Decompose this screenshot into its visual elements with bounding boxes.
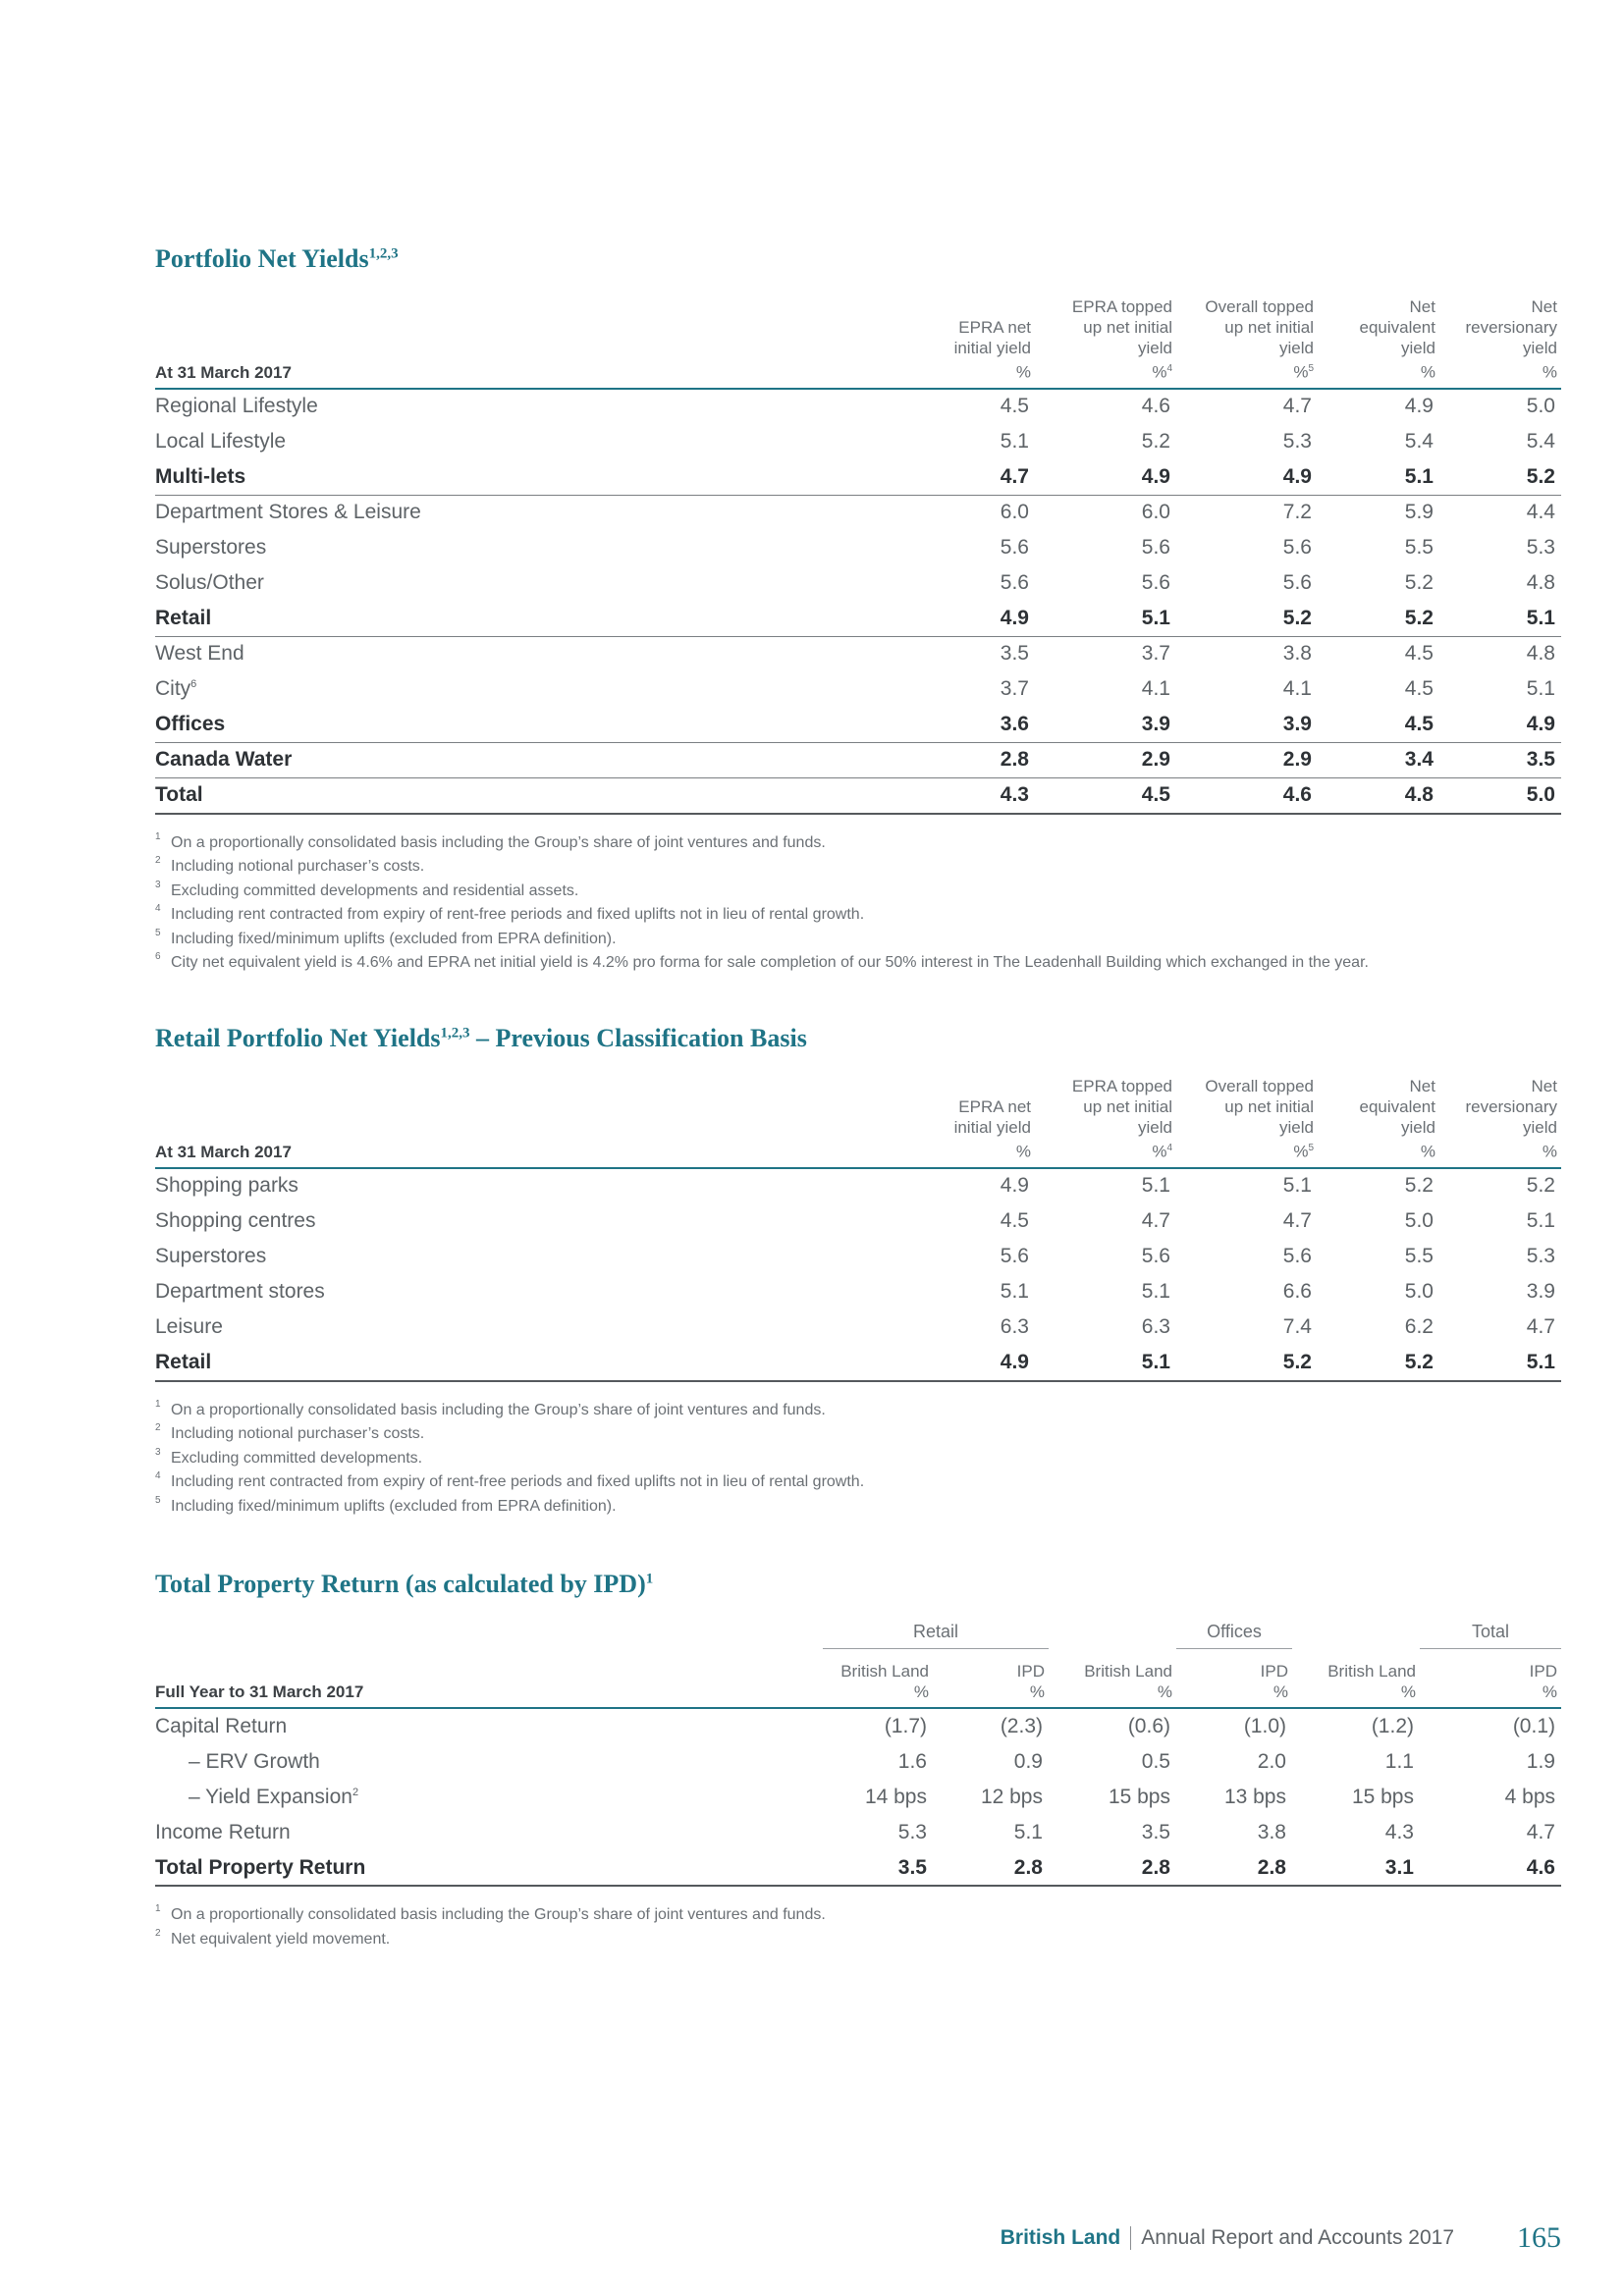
table-cell: 5.4 xyxy=(1526,430,1555,454)
table-cell: (0.6) xyxy=(1127,1714,1170,1737)
portfolio-net-yields-table xyxy=(155,296,1561,815)
table-row xyxy=(155,707,1561,742)
table-cell: 1.1 xyxy=(1384,1749,1414,1773)
table-cell: 4.6 xyxy=(1176,777,1318,814)
column-header: Net equivalent yield % xyxy=(1318,296,1439,389)
table-cell: 4.8 xyxy=(1526,642,1555,666)
table-cell: 3.8 xyxy=(1257,1820,1286,1843)
table-cell: 4.7 xyxy=(1141,1209,1170,1233)
footnote: 4 Including rent contracted from expiry of rent-free periods and fixed uplifts not in lieu of rental growth. xyxy=(155,903,865,924)
table-header-row xyxy=(155,1649,1561,1709)
retail-net-yields-table xyxy=(155,1076,1561,1382)
table-row xyxy=(155,742,1561,777)
table-cell: 5.6 xyxy=(1282,536,1312,560)
table-row xyxy=(155,601,1561,636)
table-cell: 4.3 xyxy=(893,777,1035,814)
table-row xyxy=(155,671,1561,707)
table-cell: 2.9 xyxy=(1176,742,1318,777)
table-cell: 4.9 xyxy=(893,1345,1035,1381)
table-row xyxy=(155,1345,1561,1381)
table-cell: 4.5 xyxy=(1035,777,1176,814)
table-cell: 5.6 xyxy=(1000,1245,1029,1268)
table-cell: (1.0) xyxy=(1243,1714,1286,1737)
table-cell: 5.3 xyxy=(1282,430,1312,454)
table-cell: 5.2 xyxy=(1176,601,1318,636)
table-cell: 3.5 xyxy=(1000,642,1029,666)
row-header: Full Year to 31 March 2017 xyxy=(155,1649,823,1709)
table-cell: 5.3 xyxy=(1526,1245,1555,1268)
table-cell: 5.1 xyxy=(1439,1345,1561,1381)
table-row xyxy=(155,530,1561,565)
column-header: EPRA net initial yield % xyxy=(893,296,1035,389)
table-cell: 5.1 xyxy=(1141,1174,1170,1198)
table-cell: 3.9 xyxy=(1035,707,1176,742)
table-cell: 5.2 xyxy=(1526,1174,1555,1198)
row-label: Retail xyxy=(155,1345,893,1381)
column-header: Net reversionary yield % xyxy=(1439,296,1561,389)
table-row xyxy=(155,1309,1561,1345)
footnotes xyxy=(155,831,1561,976)
table-cell: 6.6 xyxy=(1282,1280,1312,1304)
column-header: IPD % xyxy=(1420,1649,1561,1709)
column-header: Overall topped up net initial yield %$^5$ xyxy=(1176,1076,1318,1168)
total-property-return-table xyxy=(155,1622,1561,1887)
table-cell: 5.6 xyxy=(1000,536,1029,560)
table-cell: 14 bps xyxy=(864,1785,927,1808)
table-cell: 4.7 xyxy=(1526,1820,1555,1843)
table-cell: 5.2 xyxy=(1318,1345,1439,1381)
table-cell: 7.4 xyxy=(1282,1315,1312,1339)
footnote: 2 Including notional purchaser’s costs. xyxy=(155,855,425,876)
table-cell: 4 bps xyxy=(1504,1785,1555,1808)
table-cell: 4.3 xyxy=(1384,1820,1414,1843)
table-cell: 4.5 xyxy=(1000,1209,1029,1233)
row-label: Superstores xyxy=(155,1245,267,1268)
column-header: EPRA topped up net initial yield %$^4$ xyxy=(1035,296,1176,389)
table-cell: 5.2 xyxy=(1141,430,1170,454)
table-row xyxy=(155,1744,1561,1780)
table-cell: 3.8 xyxy=(1282,642,1312,666)
table-row xyxy=(155,1815,1561,1850)
brand-name: British Land xyxy=(1000,2226,1121,2249)
row-label: – ERV Growth xyxy=(189,1749,320,1773)
table-cell: 2.8 xyxy=(893,742,1035,777)
row-label: Income Return xyxy=(155,1820,291,1843)
column-header: EPRA topped up net initial yield %$^4$ xyxy=(1035,1076,1176,1168)
footnote: 1 On a proportionally consolidated basis including the Group’s share of joint ventures and funds. xyxy=(155,830,826,851)
table-cell: 4.9 xyxy=(1404,395,1434,418)
table-cell: 5.6 xyxy=(1000,571,1029,595)
row-label: Department stores xyxy=(155,1280,325,1304)
row-label: Total Property Return xyxy=(155,1850,823,1887)
table-cell: 4.8 xyxy=(1318,777,1439,814)
table-cell: 5.0 xyxy=(1439,777,1561,814)
table-cell: 4.7 xyxy=(1282,1209,1312,1233)
table-cell: 5.2 xyxy=(1404,571,1434,595)
row-label: Superstores xyxy=(155,536,267,560)
row-label: Shopping parks xyxy=(155,1174,298,1198)
table-cell: 5.6 xyxy=(1141,536,1170,560)
table-cell: 5.6 xyxy=(1282,1245,1312,1268)
table-cell: 4.5 xyxy=(1404,677,1434,701)
table-cell: 6.0 xyxy=(1141,501,1170,524)
table-cell: 5.2 xyxy=(1176,1345,1318,1381)
table-row xyxy=(155,1168,1561,1204)
portfolio-net-yields-section xyxy=(155,243,1561,976)
footnote: 3 Excluding committed developments and residential assets. xyxy=(155,879,579,899)
table-cell: 4.7 xyxy=(1526,1315,1555,1339)
group-header-offices: Offices xyxy=(1176,1622,1292,1649)
row-label: City$^6$ xyxy=(155,677,197,701)
footer-divider xyxy=(1130,2226,1131,2250)
table-cell: 5.1 xyxy=(1013,1820,1043,1843)
section-title: Retail Portfolio Net Yields$^{1,2,3}$ – Previous Classification Basis xyxy=(155,1024,807,1052)
table-cell: (1.2) xyxy=(1371,1714,1414,1737)
table-row xyxy=(155,636,1561,671)
table-cell: 5.2 xyxy=(1318,601,1439,636)
table-cell: 3.5 xyxy=(823,1850,933,1887)
table-row xyxy=(155,1708,1561,1744)
table-cell: 5.2 xyxy=(1439,459,1561,495)
table-cell: 5.6 xyxy=(1141,571,1170,595)
table-cell: (0.1) xyxy=(1512,1714,1555,1737)
row-label: Total xyxy=(155,777,893,814)
table-cell: 5.1 xyxy=(1000,430,1029,454)
table-cell: 5.1 xyxy=(1035,1345,1176,1381)
group-header-retail: Retail xyxy=(823,1622,1049,1649)
table-cell: 3.4 xyxy=(1318,742,1439,777)
column-header: Overall topped up net initial yield %$^5$ xyxy=(1176,296,1318,389)
footnote: 5 Including fixed/minimum uplifts (excluded from EPRA definition). xyxy=(155,1494,617,1515)
row-label: Department Stores & Leisure xyxy=(155,501,421,524)
table-cell: 4.7 xyxy=(893,459,1035,495)
footnote: 2 Net equivalent yield movement. xyxy=(155,1927,391,1948)
column-header: IPD % xyxy=(933,1649,1049,1709)
section-title: Total Property Return (as calculated by IPD)$^1$ xyxy=(155,1570,654,1598)
table-cell: 15 bps xyxy=(1351,1785,1414,1808)
table-cell: 4.7 xyxy=(1282,395,1312,418)
retail-net-yields-section xyxy=(155,1023,1561,1519)
group-header-row xyxy=(155,1622,1561,1649)
table-cell: 5.1 xyxy=(1526,1209,1555,1233)
table-cell: 5.5 xyxy=(1404,536,1434,560)
table-cell: 15 bps xyxy=(1108,1785,1170,1808)
table-row xyxy=(155,1780,1561,1815)
footnote: 1 On a proportionally consolidated basis including the Group’s share of joint ventures and funds. xyxy=(155,1398,826,1418)
row-label: Leisure xyxy=(155,1315,223,1339)
table-cell: 4.1 xyxy=(1141,677,1170,701)
table-cell: 4.5 xyxy=(1404,642,1434,666)
table-cell: 2.8 xyxy=(1176,1850,1292,1887)
table-cell: 3.6 xyxy=(893,707,1035,742)
table-cell: 4.5 xyxy=(1000,395,1029,418)
table-cell: 4.9 xyxy=(1176,459,1318,495)
table-cell: 5.3 xyxy=(897,1820,927,1843)
table-cell: 4.8 xyxy=(1526,571,1555,595)
table-cell: 5.6 xyxy=(1141,1245,1170,1268)
column-header: British Land % xyxy=(1292,1649,1420,1709)
document-title: Annual Report and Accounts 2017 xyxy=(1141,2226,1454,2249)
table-cell: 6.0 xyxy=(1000,501,1029,524)
table-cell: 6.3 xyxy=(1000,1315,1029,1339)
row-label: Retail xyxy=(155,601,893,636)
row-label: Capital Return xyxy=(155,1714,288,1737)
table-cell: 5.5 xyxy=(1404,1245,1434,1268)
row-label: Shopping centres xyxy=(155,1209,316,1233)
table-cell: 5.3 xyxy=(1526,536,1555,560)
column-header: IPD % xyxy=(1176,1649,1292,1709)
table-row xyxy=(155,424,1561,459)
table-cell: 5.4 xyxy=(1404,430,1434,454)
column-header: Net equivalent yield % xyxy=(1318,1076,1439,1168)
table-cell: 4.1 xyxy=(1282,677,1312,701)
table-cell: 5.1 xyxy=(1526,677,1555,701)
table-cell: 3.1 xyxy=(1292,1850,1420,1887)
table-cell: 3.9 xyxy=(1526,1280,1555,1304)
row-label: Local Lifestyle xyxy=(155,430,287,454)
table-cell: 4.9 xyxy=(1439,707,1561,742)
table-row xyxy=(155,389,1561,425)
table-cell: 2.9 xyxy=(1035,742,1176,777)
table-cell: 4.4 xyxy=(1526,501,1555,524)
footnote: 3 Excluding committed developments. xyxy=(155,1446,423,1467)
page-number: 165 xyxy=(1517,2221,1561,2254)
table-header-row xyxy=(155,1076,1561,1168)
column-header: Net reversionary yield % xyxy=(1439,1076,1561,1168)
footnote: 5 Including fixed/minimum uplifts (excluded from EPRA definition). xyxy=(155,927,617,947)
row-header: At 31 March 2017 xyxy=(155,1076,893,1168)
table-cell: 3.7 xyxy=(1141,642,1170,666)
table-cell: (2.3) xyxy=(1000,1714,1043,1737)
table-cell: 4.6 xyxy=(1141,395,1170,418)
page-footer xyxy=(1001,2221,1561,2255)
table-cell: 5.1 xyxy=(1141,1280,1170,1304)
table-cell: 3.7 xyxy=(1000,677,1029,701)
footnotes xyxy=(155,1399,1561,1520)
table-cell: 4.5 xyxy=(1318,707,1439,742)
table-cell: 1.6 xyxy=(897,1749,927,1773)
table-cell: 0.9 xyxy=(1013,1749,1043,1773)
table-cell: 2.8 xyxy=(933,1850,1049,1887)
row-label: Solus/Other xyxy=(155,571,264,595)
table-cell: 3.5 xyxy=(1439,742,1561,777)
table-cell: 4.9 xyxy=(893,601,1035,636)
table-row xyxy=(155,1274,1561,1309)
footnotes xyxy=(155,1903,1561,1951)
table-cell: 6.2 xyxy=(1404,1315,1434,1339)
group-header-total: Total xyxy=(1420,1622,1561,1649)
table-cell: 4.9 xyxy=(1000,1174,1029,1198)
table-row xyxy=(155,777,1561,814)
table-cell: 3.5 xyxy=(1141,1820,1170,1843)
table-row xyxy=(155,1203,1561,1239)
row-label: Multi-lets xyxy=(155,459,893,495)
table-cell: 2.0 xyxy=(1257,1749,1286,1773)
table-cell: 5.0 xyxy=(1404,1209,1434,1233)
table-row xyxy=(155,565,1561,601)
table-cell: 7.2 xyxy=(1282,501,1312,524)
column-header: British Land % xyxy=(823,1649,933,1709)
footnote: 1 On a proportionally consolidated basis including the Group’s share of joint ventures and funds. xyxy=(155,1903,826,1923)
table-cell: 2.8 xyxy=(1049,1850,1176,1887)
table-cell: 4.6 xyxy=(1420,1850,1561,1887)
row-label: – Yield Expansion$^2$ xyxy=(189,1785,359,1808)
table-cell: 5.2 xyxy=(1404,1174,1434,1198)
footnote: 6 City net equivalent yield is 4.6% and EPRA net initial yield is 4.2% pro forma for sale completion of our 50% interest in The Leadenhall Building which exchanged in the year. xyxy=(155,951,1369,972)
table-cell: 5.1 xyxy=(1439,601,1561,636)
table-cell: 5.1 xyxy=(1318,459,1439,495)
row-label: Canada Water xyxy=(155,742,893,777)
total-property-return-section xyxy=(155,1569,1561,1951)
table-cell: 5.9 xyxy=(1404,501,1434,524)
table-cell: 5.0 xyxy=(1404,1280,1434,1304)
row-header: At 31 March 2017 xyxy=(155,296,893,389)
table-cell: 4.9 xyxy=(1035,459,1176,495)
table-cell: 1.9 xyxy=(1526,1749,1555,1773)
table-cell: 5.1 xyxy=(1035,601,1176,636)
table-cell: 12 bps xyxy=(980,1785,1043,1808)
row-label: West End xyxy=(155,642,244,666)
table-cell: 13 bps xyxy=(1223,1785,1286,1808)
table-cell: (1.7) xyxy=(884,1714,927,1737)
table-cell: 5.6 xyxy=(1282,571,1312,595)
table-cell: 5.0 xyxy=(1526,395,1555,418)
table-row xyxy=(155,495,1561,530)
footnote: 4 Including rent contracted from expiry of rent-free periods and fixed uplifts not in lieu of rental growth. xyxy=(155,1470,865,1491)
column-header: EPRA net initial yield % xyxy=(893,1076,1035,1168)
table-cell: 5.1 xyxy=(1000,1280,1029,1304)
table-cell: 6.3 xyxy=(1141,1315,1170,1339)
table-cell: 5.1 xyxy=(1282,1174,1312,1198)
table-cell: 0.5 xyxy=(1141,1749,1170,1773)
table-row xyxy=(155,459,1561,495)
section-title: Portfolio Net Yields$^{1,2,3}$ xyxy=(155,244,399,273)
table-row xyxy=(155,1850,1561,1887)
table-header-row xyxy=(155,296,1561,389)
table-cell: 3.9 xyxy=(1176,707,1318,742)
row-label: Offices xyxy=(155,707,893,742)
footnote: 2 Including notional purchaser’s costs. xyxy=(155,1422,425,1443)
column-header: British Land % xyxy=(1049,1649,1176,1709)
table-row xyxy=(155,1239,1561,1274)
row-label: Regional Lifestyle xyxy=(155,395,318,418)
